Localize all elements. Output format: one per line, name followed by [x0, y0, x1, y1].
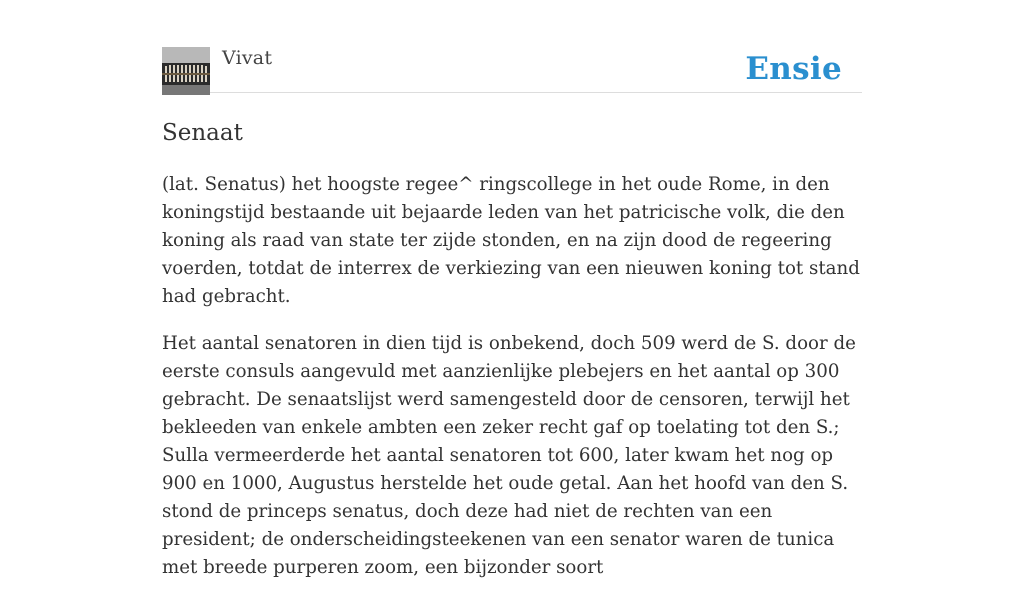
author-avatar[interactable] — [162, 47, 210, 95]
library-shelves-icon — [162, 47, 210, 95]
article-paragraph-1: (lat. Senatus) het hoogste regee^ ringscollege in het oude Rome, in den koningstijd bestaande uit bejaarde leden van het patricische volk, die den koning als raad van state ter zijde stonden, en na zijn dood de regeering voerden, totdat de interrex de verkiezing van een nieuwen koning tot stand had gebracht. — [162, 174, 860, 307]
article-page — [162, 46, 862, 601]
author-name[interactable]: Vivat — [222, 47, 273, 69]
article-body — [162, 171, 862, 582]
article-title: Senaat — [162, 120, 243, 146]
article-paragraph-2: Het aantal senatoren in dien tijd is onbekend, doch 509 werd de S. door de eerste consuls aangevuld met aanzienlijke plebejers en het aantal op 300 gebracht. De senaatslijst werd samengesteld door de censoren, terwijl het bekleeden van enkele ambten een zeker recht gaf op toelating tot den S.; Sulla vermeerderde het aantal senatoren tot 600, later kwam het nog op 900 en 1000, Augustus herstelde het oude getal. Aan het hoofd van den S. stond de princeps senatus, doch deze had niet de rechten van een president; de onderscheidingsteekenen van een senator waren de tunica met breede purperen zoom, een bijzonder soort — [162, 333, 856, 578]
article-header — [162, 46, 862, 93]
brand-logo[interactable]: Ensie — [745, 51, 842, 87]
